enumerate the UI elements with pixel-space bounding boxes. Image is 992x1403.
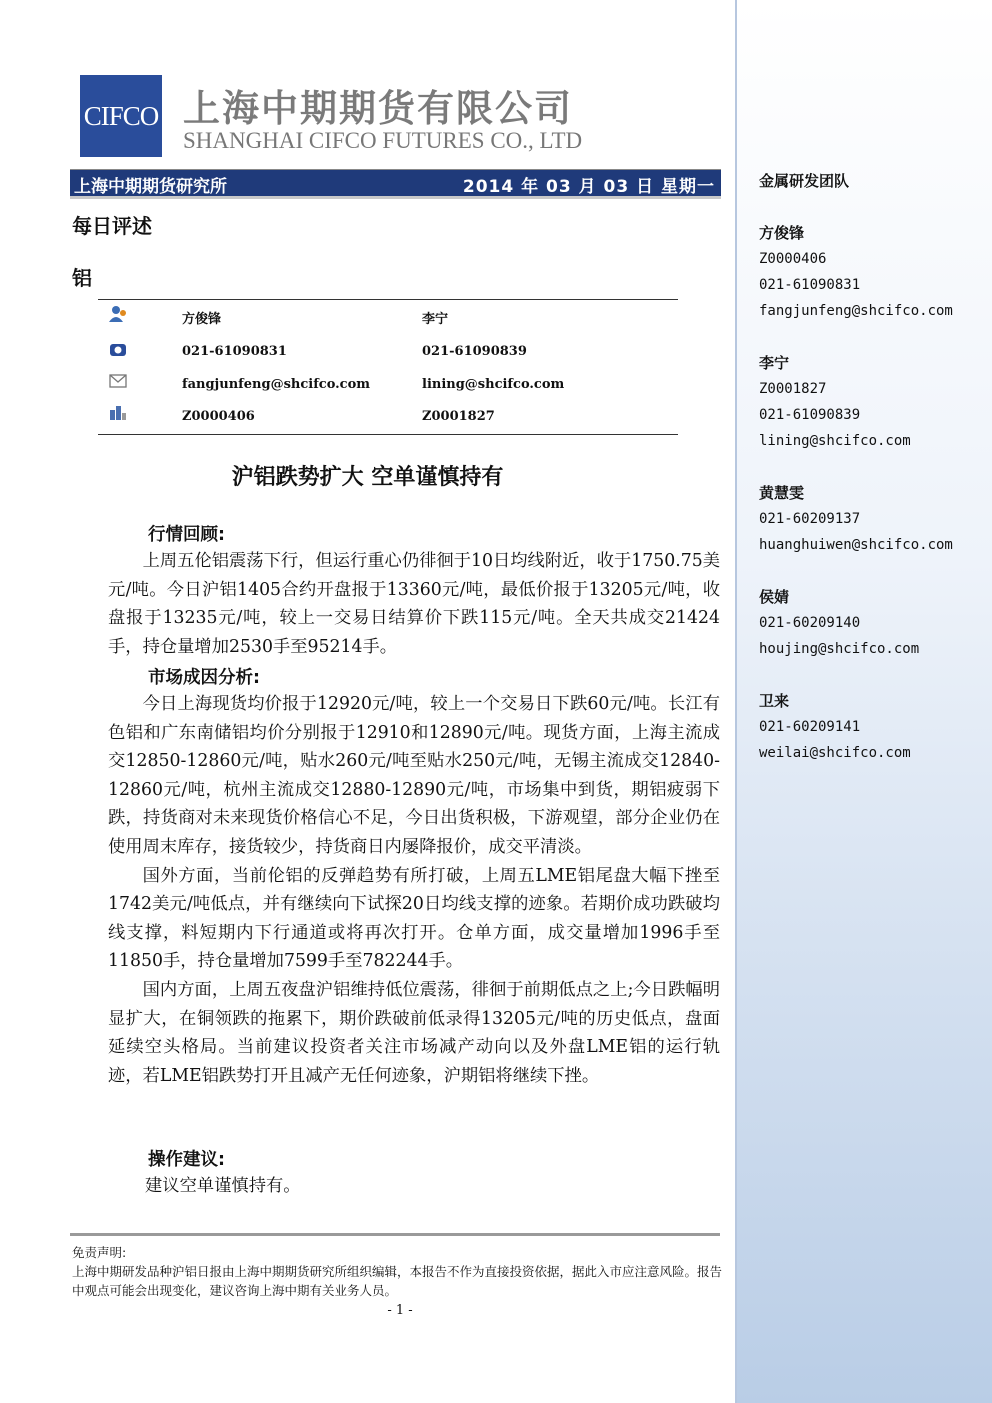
team-member — [759, 584, 919, 662]
cifco-logo: CIFCO — [80, 75, 162, 157]
analyst-license: Z0001827 — [422, 409, 495, 424]
analyst-phone: 021-61090831 — [182, 344, 287, 359]
member-phone: 021-60209141 — [759, 719, 861, 735]
team-member — [759, 350, 911, 454]
mail-icon — [108, 372, 128, 390]
member-email[interactable]: weilai@shcifco.com — [759, 745, 911, 761]
member-name: 李宁 — [759, 354, 790, 372]
team-member — [759, 688, 911, 766]
analyst-contact-table — [98, 299, 678, 435]
member-phone: 021-60209137 — [759, 511, 861, 527]
paragraph — [145, 1172, 705, 1201]
page-number: - 1 - — [387, 1303, 413, 1318]
metal-heading: 铝 — [72, 266, 92, 290]
company-name-en: SHANGHAI CIFCO FUTURES CO., LTD — [183, 128, 583, 153]
disclaimer-title: 免责声明: — [72, 1245, 127, 1260]
member-id: Z0000406 — [759, 251, 827, 267]
team-title: 金属研发团队 — [759, 172, 850, 190]
member-phone: 021-61090831 — [759, 277, 861, 293]
analyst-email[interactable]: lining@shcifco.com — [422, 377, 565, 392]
member-email[interactable]: huanghuiwen@shcifco.com — [759, 537, 953, 553]
heading-cause-analysis: 市场成因分析: — [148, 668, 260, 688]
analyst-name: 方俊锋 — [182, 312, 222, 327]
member-email[interactable]: houjing@shcifco.com — [759, 641, 920, 657]
member-phone: 021-61090839 — [759, 407, 861, 423]
member-name: 方俊锋 — [759, 224, 805, 242]
heading-suggestion: 操作建议: — [148, 1150, 225, 1170]
member-email[interactable]: fangjunfeng@shcifco.com — [759, 303, 953, 319]
section-heading: 每日评述 — [72, 214, 152, 238]
team-member — [759, 480, 953, 558]
institute-name: 上海中期期货研究所 — [74, 177, 227, 197]
footer-divider — [70, 1233, 720, 1236]
member-phone: 021-60209140 — [759, 615, 861, 631]
report-date: 2014 年 03 月 03 日 星期一 — [462, 177, 715, 197]
analyst-license: Z0000406 — [182, 409, 255, 424]
badge-icon — [108, 404, 128, 422]
paragraph — [108, 547, 720, 661]
paragraph — [108, 690, 720, 1090]
member-name: 卫来 — [759, 692, 790, 710]
member-id: Z0001827 — [759, 381, 827, 397]
analyst-phone: 021-61090839 — [422, 344, 527, 359]
team-member — [759, 220, 953, 324]
analyst-name: 李宁 — [422, 312, 449, 327]
report-headline: 沪铝跌势扩大 空单谨慎持有 — [231, 465, 504, 490]
member-email[interactable]: lining@shcifco.com — [759, 433, 911, 449]
person-icon — [108, 305, 128, 323]
member-name: 黄慧雯 — [759, 484, 805, 502]
heading-market-review: 行情回顾: — [148, 525, 225, 545]
overseas-text: 国外方面，当前伦铝的反弹趋势有所打破，上周五LME铝尾盘大幅下挫至1742美元/吨低点，并有继续向下试探20日均线支撑的迹象。若期价成功跌破均线支撑，料短期内下行通道或将再次打开。仓单方面，成交量增加1996手至11850手，持仓量增加7599手至782244手。 — [108, 865, 720, 972]
phone-icon — [108, 340, 128, 358]
cause-analysis-text: 今日上海现货均价报于12920元/吨，较上一个交易日下跌60元/吨。长江有色铝和广东南储铝均价分别报于12910和12890元/吨。现货方面，上海主流成交12850-12860元/吨，贴水260元/吨至贴水250元/吨，无锡主流成交12840-12860元/吨，杭州主流成交12880-12890元/吨，市场集中到货，期铝疲弱下跌，持货商对未来现货价格信心不足，今日出货积极，下游观望，部分企业仍在使用周末库存，接货较少，持货商日内屡降报价，成交平清淡。 — [108, 694, 720, 857]
header-band — [70, 169, 721, 199]
market-review-text: 上周五伦铝震荡下行，但运行重心仍徘徊于10日均线附近，收于1750.75美元/吨。今日沪铝1405合约开盘报于13360元/吨，最低价报于13205元/吨，收盘报于13235元/吨，较上一交易日结算价下跌115元/吨。全天共成交21424手，持仓量增加2530手至95214手。 — [108, 551, 720, 657]
company-name-cn: 上海中期期货有限公司 — [183, 87, 573, 130]
disclaimer — [72, 1243, 722, 1300]
disclaimer-text: 上海中期研发品种沪铝日报由上海中期期货研究所组织编辑，本报告不作为直接投资依据，据此入市应注意风险。报告中观点可能会出现变化，建议咨询上海中期有关业务人员。 — [72, 1264, 723, 1298]
analyst-email[interactable]: fangjunfeng@shcifco.com — [182, 377, 371, 392]
suggestion-text: 建议空单谨慎持有。 — [145, 1176, 301, 1196]
member-name: 侯婧 — [759, 588, 790, 606]
domestic-text: 国内方面，上周五夜盘沪铝维持低位震荡，徘徊于前期低点之上;今日跌幅明显扩大，在铜领跌的拖累下，期价跌破前低录得13205元/吨的历史低点，盘面延续空头格局。当前建议投资者关注市场减产动向以及外盘LME铝的运行轨迹，若LME铝跌势打开且减产无任何迹象，沪期铝将继续下挫。 — [108, 979, 720, 1086]
research-team-sidebar — [735, 0, 992, 1403]
